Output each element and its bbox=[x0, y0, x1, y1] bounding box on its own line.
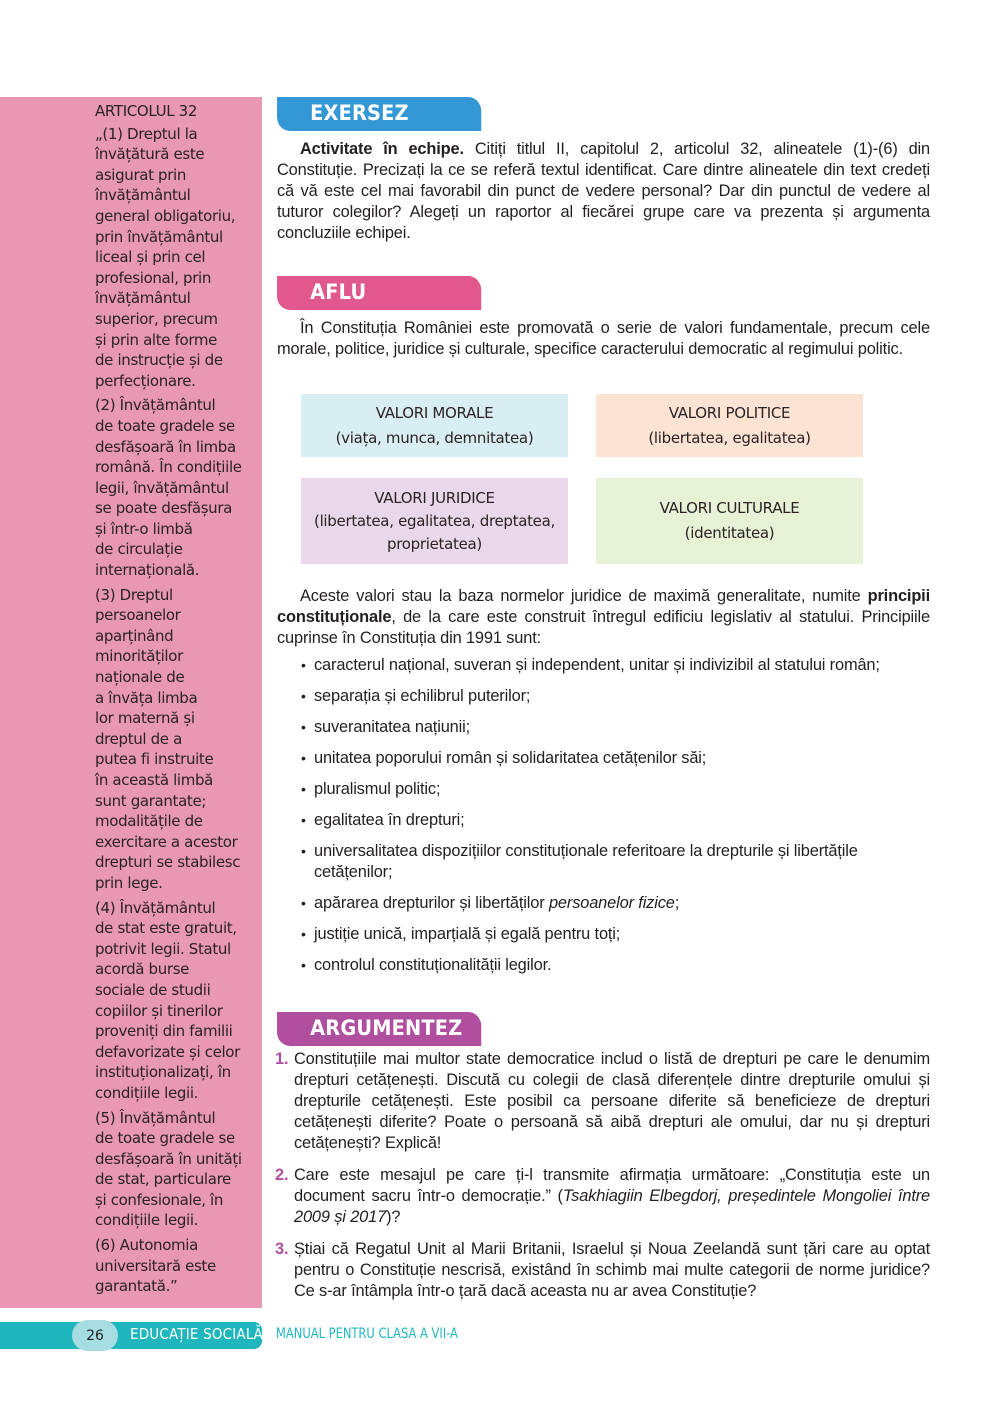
aflu-section bbox=[277, 276, 930, 360]
question-number: 1. bbox=[275, 1050, 289, 1068]
bullet-icon: • bbox=[301, 781, 306, 797]
article-32-sidebar bbox=[0, 97, 262, 1308]
value-box-juridical bbox=[301, 478, 568, 564]
list-item: • universalitatea dispozițiilor constituționale referitoare la drepturile și libertățile cetățenilor; bbox=[301, 842, 858, 881]
questions-list bbox=[277, 1049, 930, 1302]
bullet-icon: • bbox=[301, 926, 306, 942]
article-paragraph-5: (5) Învățământul de toate gradele se desfășoară în unități de stat, particulare și confesionale, în condițiile legii. bbox=[95, 1108, 242, 1230]
exersez-section bbox=[277, 97, 930, 244]
list-item: • apărarea drepturilor și libertăților persoanelor fizice; bbox=[301, 894, 680, 912]
principles-intro-part1: Aceste valori stau la baza normelor juridice de maximă generalitate, numite bbox=[300, 587, 868, 605]
question-number: 3. bbox=[275, 1240, 289, 1258]
list-item: • suveranitatea națiunii; bbox=[301, 718, 471, 736]
article-paragraph-3: (3) Dreptul persoanelor aparținând minorităților naționale de a învăța limba lor maternă și dreptul de a putea fi instruite în această limbă sunt garantate; modalitățile de exercitare a acestor drepturi se stabilesc prin lege. bbox=[95, 585, 241, 892]
article-paragraph-2: (2) Învățământul de toate gradele se desfășoară în limba română. În condițiile legii, învățământul se poate desfășura și într-o limbă de circulație internațională. bbox=[95, 396, 242, 580]
argumentez-section bbox=[277, 1012, 930, 1313]
value-examples: (identitatea) bbox=[684, 524, 775, 542]
value-title: VALORI JURIDICE bbox=[374, 488, 495, 507]
aflu-header: AFLU bbox=[277, 276, 481, 310]
principles-list bbox=[277, 655, 930, 976]
value-title: VALORI MORALE bbox=[375, 403, 494, 422]
value-examples: (viața, munca, demnitatea) bbox=[335, 428, 534, 447]
bullet-icon: • bbox=[301, 657, 306, 673]
value-box-political bbox=[596, 394, 863, 457]
value-examples: (libertatea, egalitatea, dreptatea, bbox=[314, 511, 555, 530]
bullet-icon: • bbox=[301, 750, 306, 766]
list-item: • separația și echilibrul puterilor; bbox=[301, 687, 531, 705]
values-grid bbox=[301, 394, 865, 564]
question-item: 3. Știai că Regatul Unit al Marii Britanii, Israelul și Noua Zeelandă sunt țări care au optat pentru o Constituție nescrisă, existând în schimb mai multe categorii de norme juridice? Ce s-ar întâmpla într-o țară dacă aceasta nu ar avea Constituție? bbox=[275, 1240, 930, 1300]
principles-section bbox=[277, 586, 930, 986]
principles-intro bbox=[277, 586, 930, 649]
exersez-body: Citiți titlul II, capitolul 2, articolul 32, alineatele (1)-(6) din Constituție. Precizați la ce se referă textul identificat. Care dintre alineatele din text credeți că vă este cel mai favorabil din punct de vedere personal? Dar din punctul de vedere al tuturor colegilor? Alegeți un raportor al fiecărei grupe care va prezenta și argumenta concluziile echipei. bbox=[277, 140, 931, 242]
value-box-moral bbox=[301, 394, 568, 457]
aflu-intro: În Constituția României este promovată o serie de valori fundamentale, precum cele morale, politice, juridice și culturale, specifice caracterului democratic al regimului politic. bbox=[277, 319, 930, 358]
question-item: 2. Care este mesajul pe care ți-l transmite afirmația următoare: „Constituția este un document sacru într-o democrație.” (Tsakhiagiin Elbegdorj, președintele Mongoliei între 2009 și 2017)? bbox=[275, 1166, 930, 1226]
question-number: 2. bbox=[275, 1166, 289, 1184]
value-examples: (libertatea, egalitatea) bbox=[648, 428, 811, 447]
page-number: 26 bbox=[72, 1320, 118, 1351]
bullet-icon: • bbox=[301, 843, 306, 859]
exersez-text bbox=[277, 139, 930, 244]
exersez-header: EXERSEZ bbox=[277, 97, 481, 131]
manual-title: MANUAL PENTRU CLASA A VII-A bbox=[276, 1326, 458, 1342]
question-item: 1. Constituțiile mai multor state democratice includ o listă de drepturi pe care le denumim drepturi cetățenești. Discută cu colegii de clasă diferențele dintre drepturile omului și drepturile cetățenești. Este posibil ca persoane diferite să beneficieze de drepturi cetățenești diferite? Poate o persoană să aibă drepturi ale omului, dar nu și drepturi cetățenești? Explică! bbox=[275, 1050, 930, 1152]
list-item: • caracterul național, suveran și independent, unitar și indivizibil al statului român; bbox=[301, 656, 880, 674]
article-paragraph-1: „(1) Dreptul la învățătură este asigurat prin învățământul general obligatoriu, prin învățământul liceal și prin cel profesional, prin învățământul superior, precum și prin alte forme de instrucție și de perfecționare. bbox=[95, 124, 236, 390]
exersez-lead: Activitate în echipe. bbox=[300, 140, 464, 158]
value-examples-cont: proprietatea) bbox=[387, 534, 482, 553]
principles-term: principii constituționale bbox=[277, 587, 930, 626]
argumentez-header: ARGUMENTEZ bbox=[277, 1012, 481, 1046]
list-item: • unitatea poporului român și solidaritatea cetățenilor săi; bbox=[301, 749, 707, 767]
bullet-icon: • bbox=[301, 812, 306, 828]
bullet-icon: • bbox=[301, 957, 306, 973]
bullet-icon: • bbox=[301, 688, 306, 704]
value-title: VALORI CULTURALE bbox=[659, 499, 800, 517]
value-title: VALORI POLITICE bbox=[668, 403, 791, 422]
bullet-icon: • bbox=[301, 719, 306, 735]
article-paragraph-6: (6) Autonomia universitară este garantată.” bbox=[95, 1236, 216, 1296]
list-item: • justiție unică, imparțială și egală pentru toți; bbox=[301, 925, 621, 943]
article-paragraph-4: (4) Învățământul de stat este gratuit, potrivit legii. Statul acordă burse sociale de studii copiilor și tinerilor proveniți din familii defavorizate și celor instituționalizați, în condițiile legii. bbox=[95, 898, 240, 1102]
list-item: • egalitatea în drepturi; bbox=[301, 811, 465, 829]
bullet-icon: • bbox=[301, 895, 306, 911]
list-item: • controlul constituționalității legilor. bbox=[301, 956, 552, 974]
article-title: ARTICOLUL 32 bbox=[95, 102, 198, 120]
subject-title: EDUCAȚIE SOCIALĂ bbox=[130, 1325, 263, 1343]
value-box-cultural bbox=[596, 478, 863, 564]
list-item: • pluralismul politic; bbox=[301, 780, 441, 798]
principles-intro-part2: , de la care este construit întregul edificiu legislativ al statului. Principiile cuprinse în Constituția din 1991 sunt: bbox=[277, 608, 930, 647]
